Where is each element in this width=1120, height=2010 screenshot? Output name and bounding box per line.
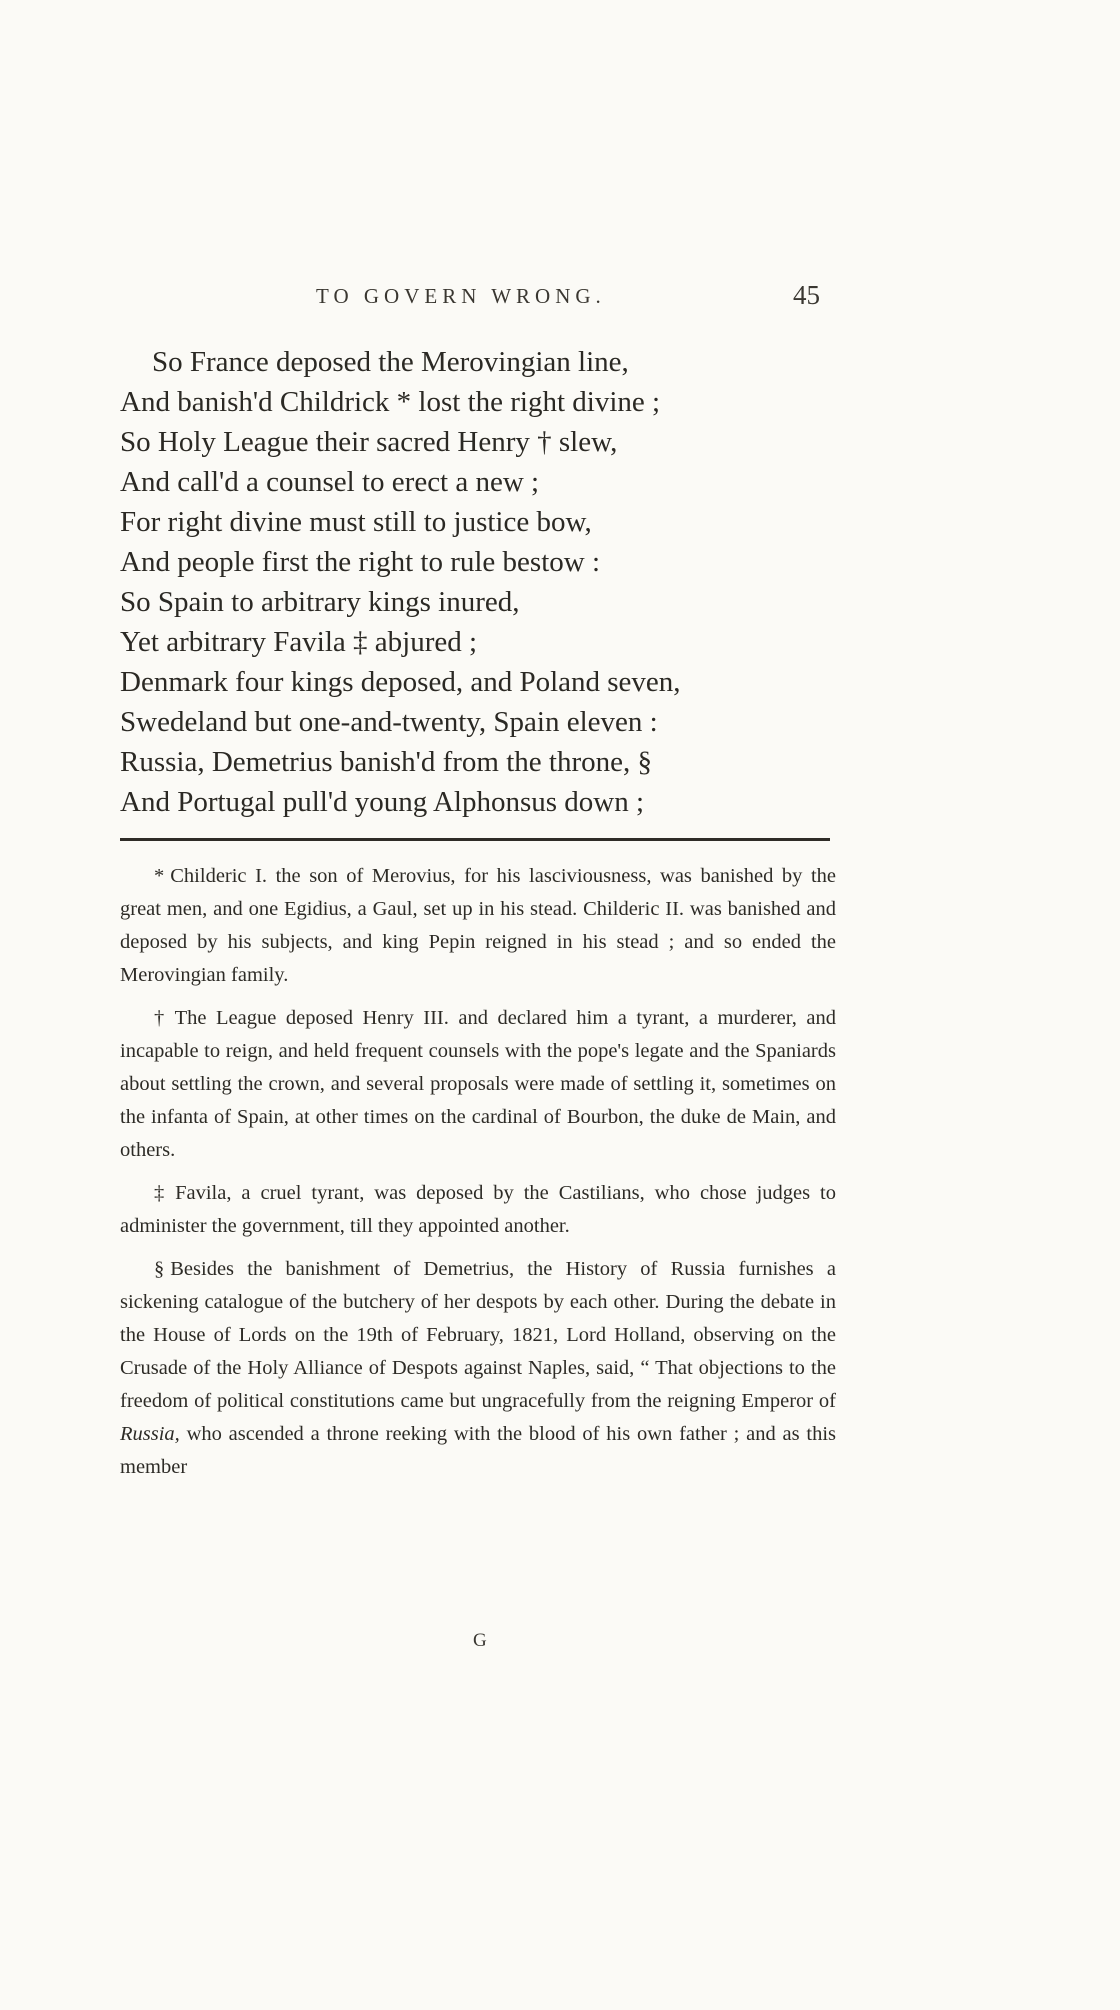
- footnote: [120, 1177, 836, 1243]
- signature-mark: G: [473, 1630, 487, 1651]
- footnote-text: Besides the banishment of Demetrius, the History of Russia furnishes a sickening catalogue of the butchery of her despots by each other. During the debate in the House of Lords on the 19th of February, 1821, Lord Holland, observing on the Crusade of the Holy Alliance of Despots against Naples, said, “ That objections to the freedom of political constitutions came but ungracefully from the reigning Emperor of: [120, 1258, 836, 1412]
- poem-line: Yet arbitrary Favila ‡ abjured ;: [120, 626, 478, 658]
- poem-line: Denmark four kings deposed, and Poland seven,: [120, 666, 681, 698]
- footnotes: [120, 860, 836, 1494]
- footnote-mark: ‡: [154, 1182, 170, 1204]
- footnote-mark: *: [154, 865, 165, 887]
- page-number: 45: [793, 280, 820, 310]
- poem-line: And people first the right to rule bestow :: [120, 546, 601, 578]
- poem-line: For right divine must still to justice bow,: [120, 506, 592, 538]
- poem-line: So Holy League their sacred Henry † slew,: [120, 426, 618, 458]
- poem-line: Russia, Demetrius banish'd from the throne, §: [120, 746, 652, 778]
- poem-line: And banish'd Childrick * lost the right divine ;: [120, 386, 661, 418]
- footnote-divider: [120, 838, 830, 841]
- footnote-emphasis: Russia,: [120, 1423, 180, 1445]
- footnote-text: Favila, a cruel tyrant, was deposed by the Castilians, who chose judges to administer the government, till they appointed another.: [120, 1182, 836, 1237]
- poem-line: So Spain to arbitrary kings inured,: [120, 586, 520, 618]
- poem-line: Swedeland but one-and-twenty, Spain eleven :: [120, 706, 658, 738]
- poem: [120, 342, 860, 822]
- footnote-mark: §: [154, 1258, 165, 1280]
- poem-line: And call'd a counsel to erect a new ;: [120, 466, 540, 498]
- poem-line: So France deposed the Merovingian line,: [152, 346, 629, 378]
- footnote-text: The League deposed Henry III. and declared him a tyrant, a murderer, and incapable to reign, and held frequent counsels with the pope's legate and the Spaniards about settling the crown, and several proposals were made of settling it, sometimes on the infanta of Spain, at other times on the cardinal of Bourbon, the duke de Main, and others.: [120, 1007, 837, 1161]
- footnote-mark: †: [154, 1007, 169, 1029]
- running-head: TO GOVERN WRONG.: [316, 284, 606, 308]
- footnote: [120, 860, 836, 992]
- footnote-text: Childeric I. the son of Merovius, for his lasciviousness, was banished by the great men, and one Egidius, a Gaul, set up in his stead. Childeric II. was banished and deposed by his subjects, and king Pepin reigned in his stead ; and so ended the Merovingian family.: [120, 865, 836, 986]
- footnote-text-continued: who ascended a throne reeking with the blood of his own father ; and as this member: [120, 1423, 836, 1478]
- footnote: [120, 1002, 836, 1167]
- poem-line: And Portugal pull'd young Alphonsus down ;: [120, 786, 645, 818]
- footnote: [120, 1253, 836, 1484]
